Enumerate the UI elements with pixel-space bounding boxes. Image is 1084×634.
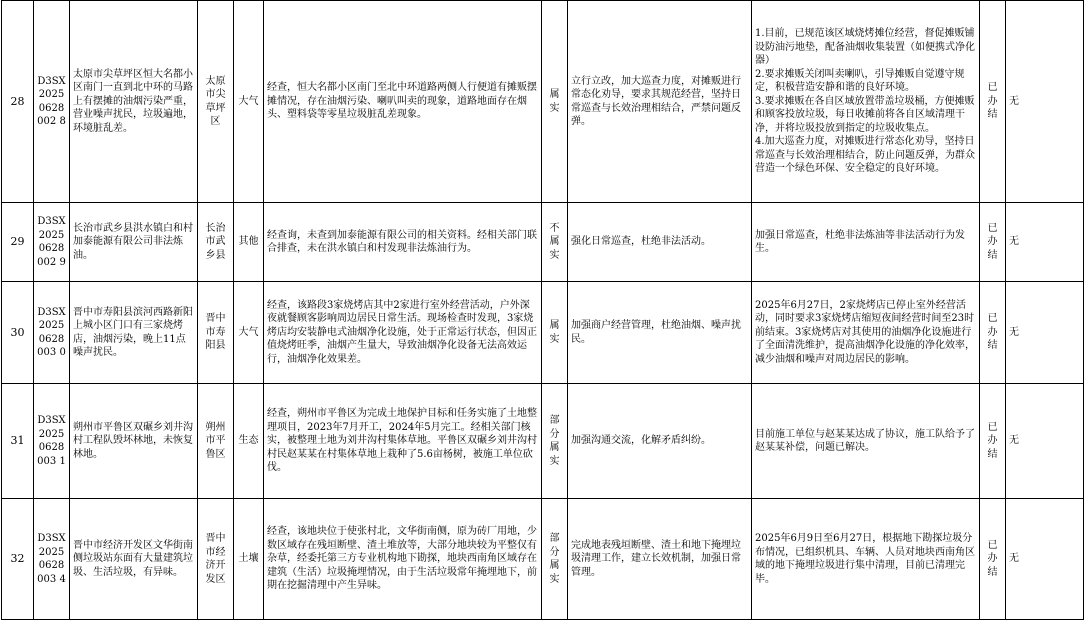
pollution-type: 大气	[234, 1, 264, 203]
verification-result: 属实	[542, 1, 568, 203]
investigation-findings: 经查，朔州市平鲁区为完成土地保护目标和任务实施了土地整理项目，2023年7月开工，2024年5月完工。经相关部门核实，被整理土地为刘井沟村集体草地。平鲁区双碾乡刘井沟村村民赵某某在村集体草地上栽种了5.6亩杨树，被施工单位砍伐。	[264, 384, 542, 499]
table-row	[2, 203, 1084, 282]
accountability: 无	[1006, 384, 1084, 499]
investigation-findings: 经查，恒大名都小区南门至北中环道路两侧人行便道有摊贩摆摊情况，存在油烟污染、喇叭叫卖的现象，道路地面存在烟头、塑料袋等零星垃圾脏乱差现象。	[264, 1, 542, 203]
complaint-content: 晋中市经济开发区文华街南侧垃圾站东面有大量建筑垃圾、生活垃圾，有异味。	[70, 499, 198, 620]
row-index: 29	[2, 203, 34, 282]
complaint-content: 长治市武乡县洪水镇白和村加泰能源有限公司非法炼油。	[70, 203, 198, 282]
rectification-progress: 2025年6月9日至6月27日，根据地下勘探垃圾分布情况，已组织机具、车辆、人员对地块西南角区域的地下掩埋垃圾进行集中清理，目前已清理完毕。	[752, 499, 980, 620]
case-status: 已办结	[980, 384, 1006, 499]
accountability: 无	[1006, 203, 1084, 282]
case-code: D3SX20250628003 0	[37, 306, 66, 358]
rectification-progress: 加强日常巡查，杜绝非法炼油等非法活动行为发生。	[752, 203, 980, 282]
table-row	[2, 1, 1084, 203]
rectification-progress: 目前施工单位与赵某某达成了协议，施工队给予了赵某某补偿，问题已解决。	[752, 384, 980, 499]
row-index: 30	[2, 282, 34, 384]
administrative-area: 晋中市寿阳县	[198, 282, 234, 384]
rectification-measures: 加强沟通交流，化解矛盾纠纷。	[568, 384, 752, 499]
row-index: 28	[2, 1, 34, 203]
accountability: 无	[1006, 1, 1084, 203]
pollution-type: 土壤	[234, 499, 264, 620]
complaint-content: 晋中市寿阳县滨河西路新阳上城小区门口有三家烧烤店，油烟污染，晚上11点噪声扰民。	[70, 282, 198, 384]
row-index: 32	[2, 499, 34, 620]
pollution-type: 生态	[234, 384, 264, 499]
verification-result: 部分属实	[542, 384, 568, 499]
pollution-type: 其他	[234, 203, 264, 282]
case-code: D3SX20250628003 4	[37, 533, 66, 585]
case-code: D3SX20250628002 9	[37, 216, 66, 268]
complaint-content: 朔州市平鲁区双碾乡刘井沟村工程队毁坏林地，未恢复林地。	[70, 384, 198, 499]
rectification-measures: 强化日常巡查，杜绝非法活动。	[568, 203, 752, 282]
row-index: 31	[2, 384, 34, 499]
table-row	[2, 499, 1084, 620]
investigation-findings: 经查询，未查到加泰能源有限公司的相关资料。经相关部门联合排查，未在洪水镇白和村发现非法炼油行为。	[264, 203, 542, 282]
verification-result: 不属实	[542, 203, 568, 282]
case-code: D3SX20250628003 1	[37, 415, 66, 467]
administrative-area: 朔州市平鲁区	[198, 384, 234, 499]
table-row	[2, 384, 1084, 499]
rectification-measures: 立行立改，加大巡查力度，对摊贩进行常态化劝导，要求其规范经营，坚持日常巡查与长效治理相结合，严禁问题反弹。	[568, 1, 752, 203]
complaint-content: 太原市尖草坪区恒大名都小区南门一直到北中环的马路上有摆摊的油烟污染严重，营业噪声扰民，垃圾遍地，环境脏乱差。	[70, 1, 198, 203]
verification-result: 属实	[542, 282, 568, 384]
case-status: 已办结	[980, 1, 1006, 203]
rectification-measures: 加强商户经营管理，杜绝油烟、噪声扰民。	[568, 282, 752, 384]
investigation-findings: 经查，该地块位于使张村北，文华街南侧，原为砖厂用地，少数区域存在残垣断壁、渣土堆放等，大部分地块较为平整仅有杂草，经委托第三方专业机构地下勘探，地块西南角区域存在建筑（生活）垃圾掩埋情况，由于生活垃圾常年掩埋地下，前期在挖掘清理中产生异味。	[264, 499, 542, 620]
rectification-progress: 1.目前，已规范该区域烧烤摊位经营，督促摊贩铺设防油污地垫，配备油烟收集装置（如便携式净化器） 2.要求摊贩关闭叫卖喇叭，引导摊贩自觉遵守规定，积极营造安静和谐的良好环境。 3.要求摊贩在各自区域放置带盖垃圾桶，方便摊贩和顾客投放垃圾，每日收摊前将各自区域清理干净，并将垃圾投放到指定的垃圾收集点。 4.加大巡查力度，对摊贩进行常态化劝导，坚持日常巡查与长效治理相结合，防止问题反弹，为群众营造一个绿色环保、安全稳定的良好环境。	[752, 1, 980, 203]
administrative-area: 晋中市经济开发区	[198, 499, 234, 620]
verification-result: 部分属实	[542, 499, 568, 620]
rectification-progress: 2025年6月27日，2家烧烤店已停止室外经营活动，同时要求3家烧烤店缩短夜间经营时间至23时前结束。3家烧烤店对其使用的油烟净化设施进行了全面清洗维护，提高油烟净化设施的净化效率，减少油烟和噪声对周边居民的影响。	[752, 282, 980, 384]
investigation-findings: 经查，该路段3家烧烤店其中2家进行室外经营活动，户外深夜就餐顾客影响周边居民日常生活。现场检查时发现，3家烧烤店均安装静电式油烟净化设施，处于正常运行状态，但因正值烧烤旺季，油烟产生量大，导致油烟净化设备无法高效运行，油烟净化效果差。	[264, 282, 542, 384]
accountability: 无	[1006, 282, 1084, 384]
complaint-table	[1, 0, 1084, 620]
administrative-area: 太原市尖草坪区	[198, 1, 234, 203]
administrative-area: 长治市武乡县	[198, 203, 234, 282]
case-code: D3SX20250628002 8	[37, 75, 66, 127]
case-status: 已办结	[980, 203, 1006, 282]
pollution-type: 大气	[234, 282, 264, 384]
case-status: 已办结	[980, 282, 1006, 384]
rectification-measures: 完成地表残垣断壁、渣土和地下掩埋垃圾清理工作，建立长效机制，加强日常管理。	[568, 499, 752, 620]
accountability: 无	[1006, 499, 1084, 620]
case-status: 已办结	[980, 499, 1006, 620]
table-row	[2, 282, 1084, 384]
